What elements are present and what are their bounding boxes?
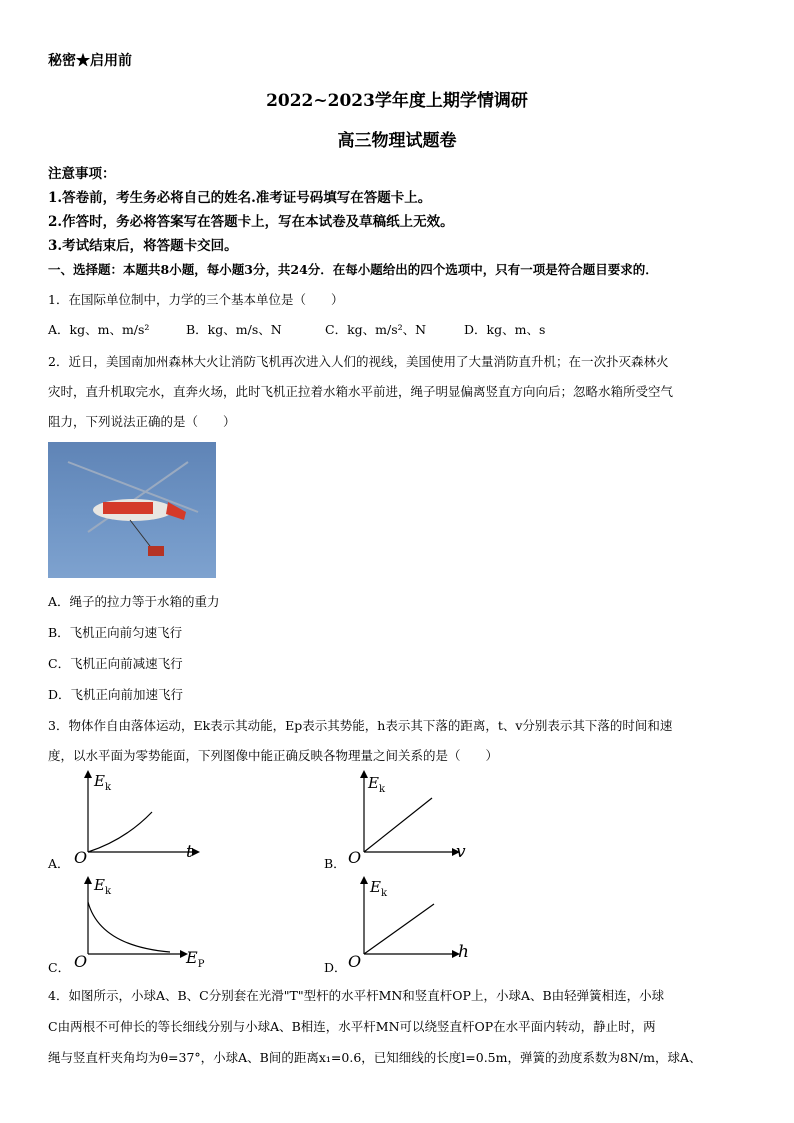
- graph-d-xlabel: h: [458, 942, 469, 962]
- graph-a-option: A．: [48, 856, 70, 871]
- notice-item: 2.作答时，务必将答案写在答题卡上，写在本试卷及草稿纸上无效。: [48, 214, 454, 230]
- q4-line: 绳与竖直杆夹角均为θ=37°，小球A、B间的距离x₁=0.6，已知细线的长度l=0.5m，弹簧的劲度系数为8N/m，球A、: [48, 1050, 702, 1065]
- q2-option-d: D．飞机正向前加速飞行: [48, 687, 184, 702]
- graph-d-origin: O: [348, 952, 362, 971]
- notice-heading: 注意事项：: [48, 166, 116, 182]
- q4-line: 4．如图所示，小球A、B、C分别套在光滑"T"型杆的水平杆MN和竖直杆OP上，小球A、B由轻弹簧相连，小球: [48, 988, 665, 1003]
- q3-line: 度，以水平面为零势能面，下列图像中能正确反映各物理量之间关系的是（ ）: [48, 748, 499, 763]
- q1-option-a: A．kg、m、m/s²: [48, 322, 150, 337]
- q2-option-b: B．飞机正向前匀速飞行: [48, 625, 183, 640]
- graph-b-option: B．: [324, 856, 346, 871]
- q2-line: 2．近日，美国南加州森林大火让消防飞机再次进入人们的视线，美国使用了大量消防直升机；在一次扑灭森林火: [48, 354, 669, 369]
- graph-a-origin: O: [74, 848, 88, 867]
- helicopter-photo: [48, 442, 216, 578]
- q1-option-d: D．kg、m、s: [464, 322, 546, 337]
- q2-option-a: A．绳子的拉力等于水箱的重力: [48, 594, 220, 609]
- graph-a-ylabel: $E_k$: [94, 772, 112, 793]
- graph-c-option: C．: [48, 960, 71, 975]
- secret-label: 秘密★启用前: [48, 53, 132, 69]
- notice-item: 3.考试结束后，将答题卡交回。: [48, 238, 238, 254]
- graph-d: [346, 876, 476, 976]
- graph-d-option: D．: [324, 960, 347, 975]
- graph-c-origin: O: [74, 952, 88, 971]
- q2-line: 灾时，直升机取完水，直奔火场，此时飞机正拉着水箱水平前进，绳子明显偏离竖直方向向后；忽略水箱所受空气: [48, 384, 674, 399]
- graph-a-xlabel: t: [186, 842, 193, 862]
- graph-b-ylabel: $E_k$: [368, 774, 386, 795]
- graph-b-xlabel: v: [456, 842, 466, 862]
- q4-line: C由两根不可伸长的等长细线分别与小球A、B相连，水平杆MN可以绕竖直杆OP在水平面内转动，静止时，两: [48, 1019, 656, 1034]
- graph-c: [70, 876, 200, 976]
- q2-option-c: C．飞机正向前减速飞行: [48, 656, 183, 671]
- exam-subtitle: 高三物理试题卷: [337, 131, 457, 151]
- graph-b-origin: O: [348, 848, 362, 867]
- q3-line: 3．物体作自由落体运动，Ek表示其动能，Ep表示其势能，h表示其下落的距离，t、v分别表示其下落的时间和速: [48, 718, 673, 733]
- q1-option-b: B．kg、m/s、N: [186, 322, 282, 337]
- graph-a: [70, 770, 200, 870]
- q1-stem: 1．在国际单位制中，力学的三个基本单位是（ ）: [48, 292, 344, 307]
- q2-line: 阻力，下列说法正确的是（ ）: [48, 414, 236, 429]
- graph-c-ylabel: $E_k$: [94, 876, 112, 897]
- q1-option-c: C．kg、m/s²、N: [325, 322, 427, 337]
- exam-title: 2022~2023学年度上期学情调研: [266, 91, 528, 111]
- section-heading: 一、选择题：本题共8小题，每小题3分，共24分．在每小题给出的四个选项中，只有一项是符合题目要求的．: [48, 262, 658, 277]
- notice-item: 1.答卷前，考生务必将自己的姓名.准考证号码填写在答题卡上。: [48, 190, 432, 206]
- graph-d-ylabel: $E_k$: [370, 878, 388, 899]
- graph-c-xlabel: $E_P$: [186, 948, 205, 971]
